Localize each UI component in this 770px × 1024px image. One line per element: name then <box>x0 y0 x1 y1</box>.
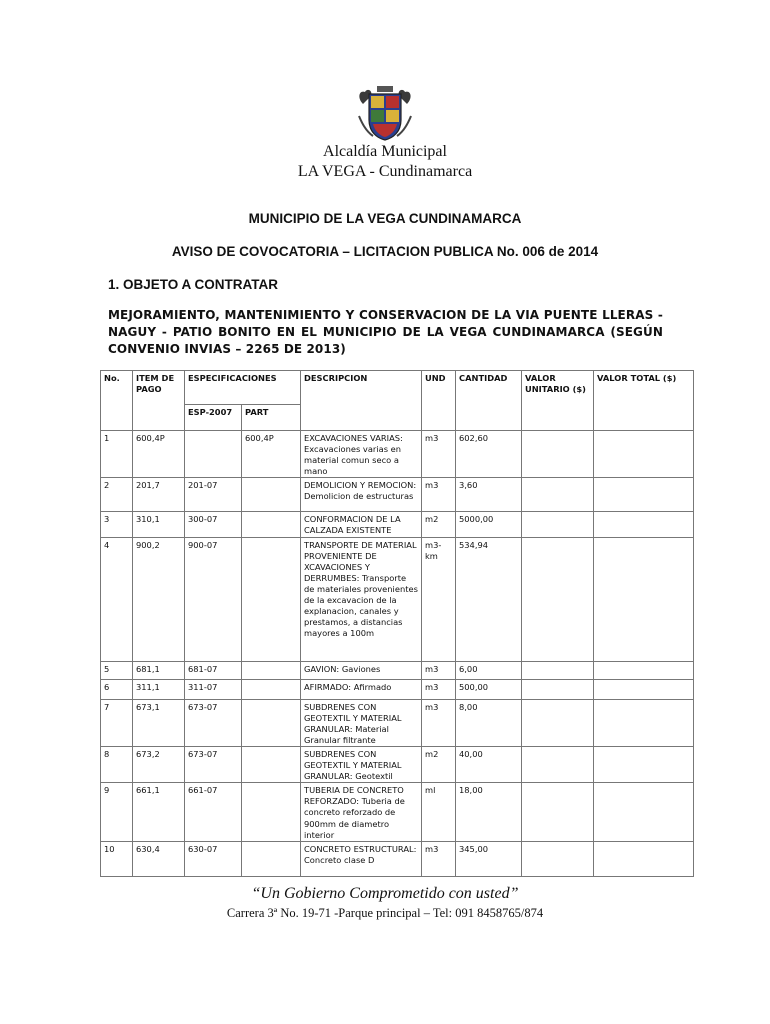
header-und: UND <box>422 371 456 431</box>
row-total-value <box>594 512 694 537</box>
header-valor-unitario: VALOR UNITARIO ($) <box>522 371 594 431</box>
row-item: 630,4 <box>133 841 185 876</box>
row-unit-value <box>522 478 594 512</box>
row-und: m3-km <box>422 537 456 661</box>
notice-title: AVISO DE COVOCATORIA – LICITACION PUBLICA No. 006 de 2014 <box>171 244 599 259</box>
row-total-value <box>594 699 694 746</box>
row-esp: 681-07 <box>185 661 242 679</box>
row-no: 2 <box>101 478 133 512</box>
row-no: 9 <box>101 783 133 841</box>
contract-object-text: MEJORAMIENTO, MANTENIMIENTO Y CONSERVACION DE LA VIA PUENTE LLERAS - NAGUY - PATIO BONITO EN EL MUNICIPIO DE LA VEGA CUNDINAMARCA (SEGÚN CONVENIO INVIAS – 2265 DE 2013) <box>108 308 663 356</box>
row-und: m3 <box>422 478 456 512</box>
row-unit-value <box>522 699 594 746</box>
row-unit-value <box>522 841 594 876</box>
row-esp: 673-07 <box>185 699 242 746</box>
header-no: No. <box>101 371 133 431</box>
table-row <box>101 512 694 537</box>
row-und: m2 <box>422 512 456 537</box>
row-item: 900,2 <box>133 537 185 661</box>
row-part <box>242 679 301 699</box>
row-und: m3 <box>422 661 456 679</box>
items-table <box>100 370 694 877</box>
row-unit-value <box>522 679 594 699</box>
row-esp: 311-07 <box>185 679 242 699</box>
table-row <box>101 699 694 746</box>
table-row <box>101 478 694 512</box>
row-cantidad: 6,00 <box>456 661 522 679</box>
row-no: 7 <box>101 699 133 746</box>
row-total-value <box>594 661 694 679</box>
row-cantidad: 5000,00 <box>456 512 522 537</box>
table-row <box>101 783 694 841</box>
row-part <box>242 478 301 512</box>
row-desc: SUBDRENES CON GEOTEXTIL Y MATERIAL GRANULAR: Geotextil <box>301 746 422 782</box>
letterhead-office: Alcaldía Municipal <box>323 143 447 160</box>
row-esp: 673-07 <box>185 746 242 782</box>
row-cantidad: 500,00 <box>456 679 522 699</box>
row-desc: TRANSPORTE DE MATERIAL PROVENIENTE DE XCAVACIONES Y DERRUMBES: Transporte de materiales provenientes de la excavacion de la explanacion, canales y prestamos, a distancias mayores a 100m <box>301 537 422 661</box>
document-heading: MUNICIPIO DE LA VEGA CUNDINAMARCA <box>248 211 522 226</box>
row-unit-value <box>522 512 594 537</box>
row-part <box>242 746 301 782</box>
table-row <box>101 431 694 478</box>
row-item: 681,1 <box>133 661 185 679</box>
row-item: 600,4P <box>133 431 185 478</box>
row-part <box>242 661 301 679</box>
row-part <box>242 699 301 746</box>
row-und: m3 <box>422 431 456 478</box>
row-part <box>242 841 301 876</box>
header-esp: ESP-2007 <box>185 405 242 431</box>
row-no: 6 <box>101 679 133 699</box>
row-und: m2 <box>422 746 456 782</box>
header-desc: DESCRIPCION <box>301 371 422 431</box>
header-part: PART <box>242 405 301 431</box>
row-item: 673,2 <box>133 746 185 782</box>
footer-slogan: “Un Gobierno Comprometido con usted” <box>251 885 519 902</box>
table-row <box>101 661 694 679</box>
table-row <box>101 679 694 699</box>
row-esp: 300-07 <box>185 512 242 537</box>
row-desc: GAVION: Gaviones <box>301 661 422 679</box>
row-esp: 661-07 <box>185 783 242 841</box>
row-cantidad: 18,00 <box>456 783 522 841</box>
row-unit-value <box>522 431 594 478</box>
row-no: 4 <box>101 537 133 661</box>
row-unit-value <box>522 661 594 679</box>
row-und: ml <box>422 783 456 841</box>
row-part <box>242 512 301 537</box>
row-total-value <box>594 746 694 782</box>
row-und: m3 <box>422 841 456 876</box>
row-item: 661,1 <box>133 783 185 841</box>
row-total-value <box>594 478 694 512</box>
table-row <box>101 746 694 782</box>
row-total-value <box>594 431 694 478</box>
row-total-value <box>594 679 694 699</box>
row-item: 673,1 <box>133 699 185 746</box>
row-esp: 630-07 <box>185 841 242 876</box>
row-no: 3 <box>101 512 133 537</box>
row-esp <box>185 431 242 478</box>
row-und: m3 <box>422 699 456 746</box>
table-row <box>101 841 694 876</box>
row-und: m3 <box>422 679 456 699</box>
row-total-value <box>594 783 694 841</box>
row-no: 10 <box>101 841 133 876</box>
row-item: 310,1 <box>133 512 185 537</box>
row-no: 1 <box>101 431 133 478</box>
row-unit-value <box>522 783 594 841</box>
row-cantidad: 534,94 <box>456 537 522 661</box>
row-no: 8 <box>101 746 133 782</box>
row-no: 5 <box>101 661 133 679</box>
row-cantidad: 40,00 <box>456 746 522 782</box>
row-esp: 201-07 <box>185 478 242 512</box>
row-cantidad: 602,60 <box>456 431 522 478</box>
row-cantidad: 8,00 <box>456 699 522 746</box>
row-desc: DEMOLICION Y REMOCION: Demolicion de estructuras <box>301 478 422 512</box>
row-desc: EXCAVACIONES VARIAS: Excavaciones varias en material comun seco a mano <box>301 431 422 478</box>
row-item: 201,7 <box>133 478 185 512</box>
row-total-value <box>594 537 694 661</box>
section-title: 1. OBJETO A CONTRATAR <box>108 277 279 292</box>
row-part: 600,4P <box>242 431 301 478</box>
row-part <box>242 783 301 841</box>
row-unit-value <box>522 746 594 782</box>
row-desc: CONFORMACION DE LA CALZADA EXISTENTE <box>301 512 422 537</box>
footer-address: Carrera 3ª No. 19-71 -Parque principal – Tel: 091 8458765/874 <box>226 906 544 920</box>
row-unit-value <box>522 537 594 661</box>
header-valor-total: VALOR TOTAL ($) <box>594 371 694 431</box>
row-esp: 900-07 <box>185 537 242 661</box>
municipal-coat-of-arms <box>355 86 415 142</box>
row-total-value <box>594 841 694 876</box>
row-desc: CONCRETO ESTRUCTURAL: Concreto clase D <box>301 841 422 876</box>
row-desc: TUBERIA DE CONCRETO REFORZADO: Tuberia de concreto reforzado de 900mm de diametro interior <box>301 783 422 841</box>
row-desc: AFIRMADO: Afirmado <box>301 679 422 699</box>
header-item: ITEM DE PAGO <box>133 371 185 431</box>
row-cantidad: 3,60 <box>456 478 522 512</box>
row-cantidad: 345,00 <box>456 841 522 876</box>
table-row <box>101 537 694 661</box>
letterhead-municipality: LA VEGA - Cundinamarca <box>297 163 473 180</box>
header-cantidad: CANTIDAD <box>456 371 522 431</box>
row-part <box>242 537 301 661</box>
row-desc: SUBDRENES CON GEOTEXTIL Y MATERIAL GRANULAR: Material Granular filtrante <box>301 699 422 746</box>
row-item: 311,1 <box>133 679 185 699</box>
header-specs: ESPECIFICACIONES <box>185 371 301 405</box>
